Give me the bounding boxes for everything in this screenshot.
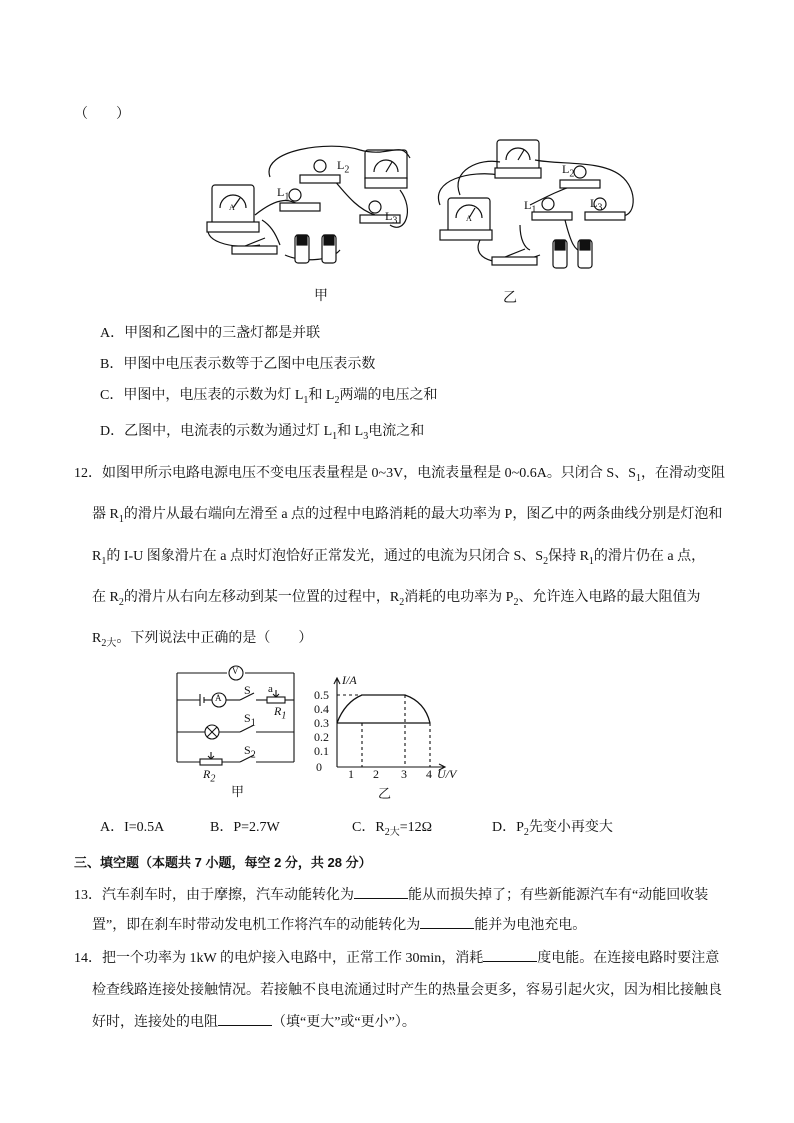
lamp-label-l1-jia: L <box>277 185 285 199</box>
q12-line2: 器 $R_1$的滑片从最右端向左滑至 a 点的过程中电路消耗的最大功率为 P，图乙中的两条曲线分别是灯泡和 <box>92 507 723 525</box>
ytick-0.2: 0.2 <box>314 730 329 744</box>
q12-line1: 12．如图甲所示电路电源电压不变电压表量程是 0~3V，电流表量程是 0~0.6A。只闭合 S、$S_1$，在滑动变阻 <box>74 466 725 484</box>
ytick-0: 0 <box>316 760 322 774</box>
r2-label: $R_2$ <box>203 767 216 785</box>
ytick-0.4: 0.4 <box>314 702 329 716</box>
xtick-1: 1 <box>348 767 354 781</box>
lamp-label-l2-yi: L <box>562 162 570 176</box>
voltmeter-letter: V <box>232 666 239 676</box>
q14-line3: 好时，连接处的电阻 （填“更大”或“更小”）。 <box>92 1015 416 1030</box>
q14-line2: 检查线路连接处接触情况。若接触不良电流通过时产生的热量会更多，容易引起火灾，因为相比接触良 <box>92 983 722 998</box>
ytick-0.5: 0.5 <box>314 688 329 702</box>
q12-line3: $R_1$的 I-U 图象滑片在 a 点时灯泡恰好正常发光，通过的电流为只闭合 S、$S_2$保持 $R_1$的滑片仍在 a 点， <box>92 549 706 567</box>
figure-caption-jia: 甲 <box>314 289 328 304</box>
q14-blank-1 <box>483 949 537 962</box>
ammeter-letter-jia: A <box>229 203 235 212</box>
q12-line5: $R_{2大}$。下列说法中正确的是（ ） <box>92 631 313 649</box>
lamp-label-l1-yi: L <box>524 198 532 212</box>
figure-caption-yi: 乙 <box>503 291 517 306</box>
q11-option-d: D．乙图中，电流表的示数为通过灯 $L_1$和 $L_3$电流之和 <box>100 424 425 442</box>
q12-option-a: A．I=0.5A <box>100 820 165 835</box>
switch-s-label: S <box>244 683 251 697</box>
graph-xlabel: U/V <box>437 767 457 781</box>
switch-s2-label: $S_2$ <box>244 743 256 761</box>
q11-option-b: B．甲图中电压表示数等于乙图中电压表示数 <box>100 357 376 372</box>
q11-option-a: A．甲图和乙图中的三盏灯都是并联 <box>100 326 321 341</box>
ytick-0.1: 0.1 <box>314 744 329 758</box>
answer-paren: （ ） <box>74 107 130 122</box>
r1-label: $R_1$ <box>274 704 287 722</box>
xtick-2: 2 <box>373 767 379 781</box>
q13-blank-2 <box>420 916 474 929</box>
q14-line1: 14．把一个功率为 1kW 的电炉接入电路中，正常工作 30min，消耗 度电能。在连接电路时要注意 <box>74 951 720 966</box>
q12-option-c: C．$R_{2大}=12\Omega$ <box>352 820 432 838</box>
ammeter-letter-yi: A <box>466 214 472 223</box>
q13-line1: 13．汽车刹车时，由于摩擦，汽车动能转化为 能从而损失掉了；有些新能源汽车有“动能回收装 <box>74 888 709 903</box>
q13-blank-1 <box>354 886 408 899</box>
lamp-label-l2-jia: L <box>337 158 345 172</box>
ytick-0.3: 0.3 <box>314 716 329 730</box>
lamp-label-l3-yi: L <box>590 196 598 210</box>
q12-line4: 在 $R_2$的滑片从右向左移动到某一位置的过程中，$R_2$消耗的电功率为 $P_2$、允许连入电路的最大阻值为 <box>92 590 701 608</box>
q13-line2: 置”，即在刹车时带动发电机工作将汽车的动能转化为 能并为电池充电。 <box>92 918 587 933</box>
q14-blank-2 <box>218 1013 272 1026</box>
graph-caption: 乙 <box>378 786 392 801</box>
switch-s1-label: $S_1$ <box>244 711 256 729</box>
section-3-heading: 三、填空题（本题共 7 小题，每空 2 分，共 28 分） <box>74 855 372 870</box>
q11-option-c: C．甲图中，电压表的示数为灯 $L_1$和 $L_2$两端的电压之和 <box>100 388 438 406</box>
ammeter-letter: A <box>215 693 222 703</box>
xtick-4: 4 <box>426 767 432 781</box>
q12-option-b: B．P=2.7W <box>210 820 280 835</box>
lamp-label-l3-jia: L <box>385 209 393 223</box>
xtick-3: 3 <box>401 767 407 781</box>
q12-option-d: D．$P_2$先变小再变大 <box>492 820 613 838</box>
graph-ylabel: I/A <box>342 673 357 687</box>
circuit-caption: 甲 <box>231 784 245 799</box>
point-a-label: a <box>268 683 273 695</box>
